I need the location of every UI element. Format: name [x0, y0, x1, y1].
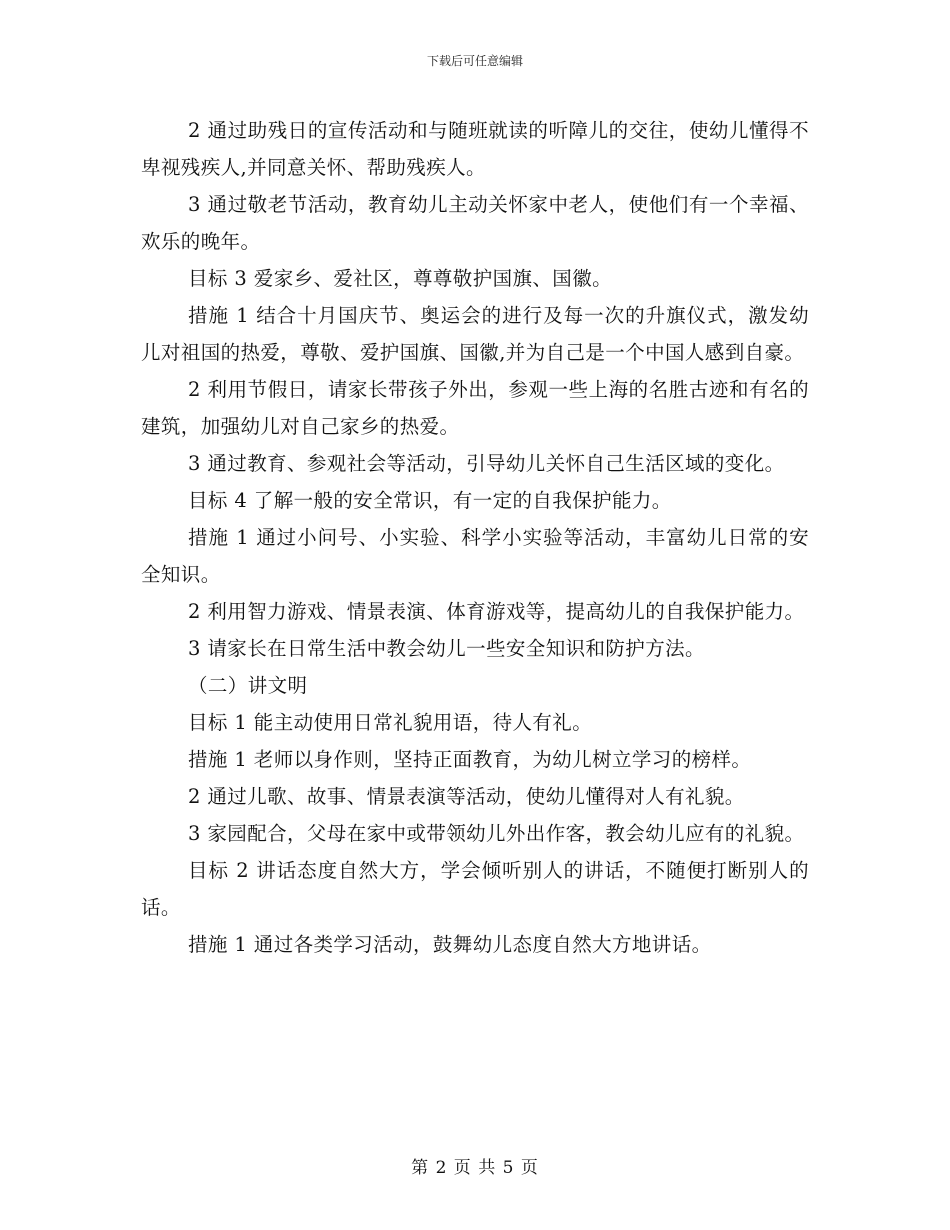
paragraph: 措施 1 老师以身作则，坚持正面教育，为幼儿树立学习的榜样。	[188, 748, 752, 771]
paragraph: 2 利用智力游戏、情景表演、体育游戏等，提高幼儿的自我保护能力。	[188, 600, 805, 623]
page-header: 下载后可任意编辑	[426, 54, 523, 68]
paragraph: 措施 1 通过小问号、小实验、科学小实验等活动，丰富幼儿日常的安全知识。	[141, 526, 809, 586]
paragraph: 措施 1 通过各类学习活动，鼓舞幼儿态度自然大方地讲话。	[188, 933, 712, 956]
paragraph: 3 通过教育、参观社会等活动，引导幼儿关怀自己生活区域的变化。	[188, 452, 785, 475]
paragraph: 3 请家长在日常生活中教会幼儿一些安全知识和防护方法。	[188, 637, 705, 660]
paragraph: 目标 3 爱家乡、爱社区，尊尊敬护国旗、国徽。	[188, 267, 613, 290]
paragraph: 3 通过敬老节活动，教育幼儿主动关怀家中老人，使他们有一个幸福、欢乐的晚年。	[141, 193, 809, 253]
paragraph: 2 通过助残日的宣传活动和与随班就读的听障儿的交往，使幼儿懂得不卑视残疾人,并同意关怀、帮助残疾人。	[141, 119, 809, 179]
paragraph: 目标 2 讲话态度自然大方，学会倾听别人的讲话，不随便打断别人的话。	[141, 859, 809, 919]
paragraph: 2 通过儿歌、故事、情景表演等活动，使幼儿懂得对人有礼貌。	[188, 785, 745, 808]
paragraph: 目标 1 能主动使用日常礼貌用语，待人有礼。	[188, 711, 593, 734]
paragraph: 2 利用节假日，请家长带孩子外出，参观一些上海的名胜古迹和有名的建筑，加强幼儿对自己家乡的热爱。	[141, 378, 809, 438]
paragraph: 3 家园配合，父母在家中或带领幼儿外出作客，教会幼儿应有的礼貌。	[188, 822, 805, 845]
document-body	[141, 112, 809, 963]
section-heading: （二）讲文明	[188, 674, 308, 697]
page-number: 第 2 页 共 5 页	[411, 1158, 539, 1178]
paragraph: 措施 1 结合十月国庆节、奥运会的进行及每一次的升旗仪式，激发幼儿对祖国的热爱，尊敬、爱护国旗、国徽,并为自己是一个中国人感到自豪。	[141, 304, 809, 364]
paragraph: 目标 4 了解一般的安全常识，有一定的自我保护能力。	[188, 489, 672, 512]
